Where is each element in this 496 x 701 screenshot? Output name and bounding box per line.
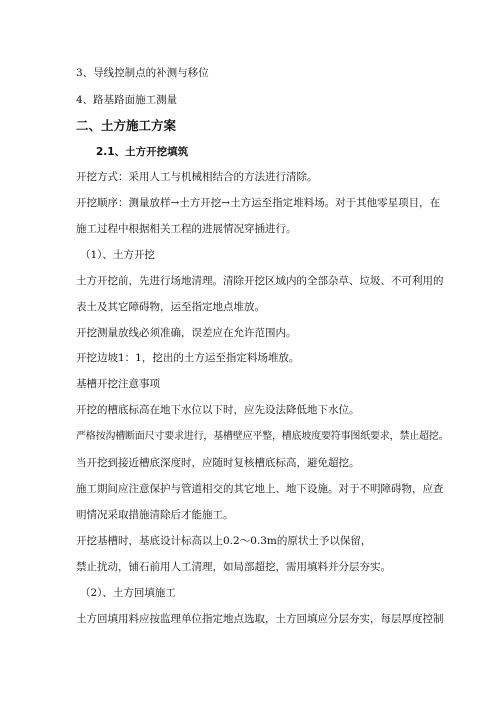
section-heading: 二、土方施工方案 [76,118,177,133]
item-heading: （2）、土方回填施工 [80,587,176,599]
paragraph-heading: 基槽开挖注意事项 [76,378,160,390]
paragraph-line: 开挖边坡1：1，挖出的土方运至指定料场堆放。 [76,352,300,364]
paragraph-line: 严格按沟槽断面尺寸要求进行，基槽壁应平整，槽底坡度要符事图纸要求，禁止超挖。 [76,431,449,442]
list-item-control-point-survey: 3、导线控制点的补测与移位 [76,67,209,79]
subsection-heading: 2.1、土方开挖填筑 [96,146,189,158]
paragraph-line: 施工过程中根据相关工程的进展情况穿插进行。 [76,223,297,235]
list-item-roadbed-survey: 4、路基路面施工测量 [76,94,178,106]
paragraph-line: 开挖顺序：测量放样→土方开挖→土方运至指定堆料场。对于其他零星项目，在 [76,197,441,209]
paragraph-line: 开挖测量放线必须准确，误差应在允许范围内。 [76,327,297,339]
paragraph-line: 开挖基槽时，基底设计标高以上0.2～0.3m的原状土予以保留， [76,535,372,547]
paragraph-line: 开挖的槽底标高在地下水位以下时，应先设法降低地下水位。 [76,404,360,416]
paragraph-line: 土方回填用料应按监理单位指定地点选取，土方回填应分层夯实，每层厚度控制 [76,613,444,625]
paragraph-line: 土方开挖前，先进行场地清理。清除开挖区域内的全部杂草、垃圾、不可利用的 [76,275,444,287]
paragraph-line: 禁止扰动，铺石前用人工清理，如局部超挖，需用填料并分层夯实。 [76,561,391,573]
paragraph-line: 施工期间应注意保护与管道相交的其它地上、地下设施。对于不明障碍物，应查 [76,483,444,495]
paragraph-line: 表土及其它障碍物，运至指定地点堆放。 [76,301,265,313]
paragraph-line: 开挖方式：采用人工与机械相结合的方法进行清除。 [76,171,318,183]
item-heading: （1）、土方开挖 [80,249,155,261]
paragraph-line: 明情况采取措施清除后才能施工。 [76,509,234,521]
paragraph-line: 当开挖到接近槽底深度时，应随时复核槽底标高，避免超挖。 [76,457,360,469]
